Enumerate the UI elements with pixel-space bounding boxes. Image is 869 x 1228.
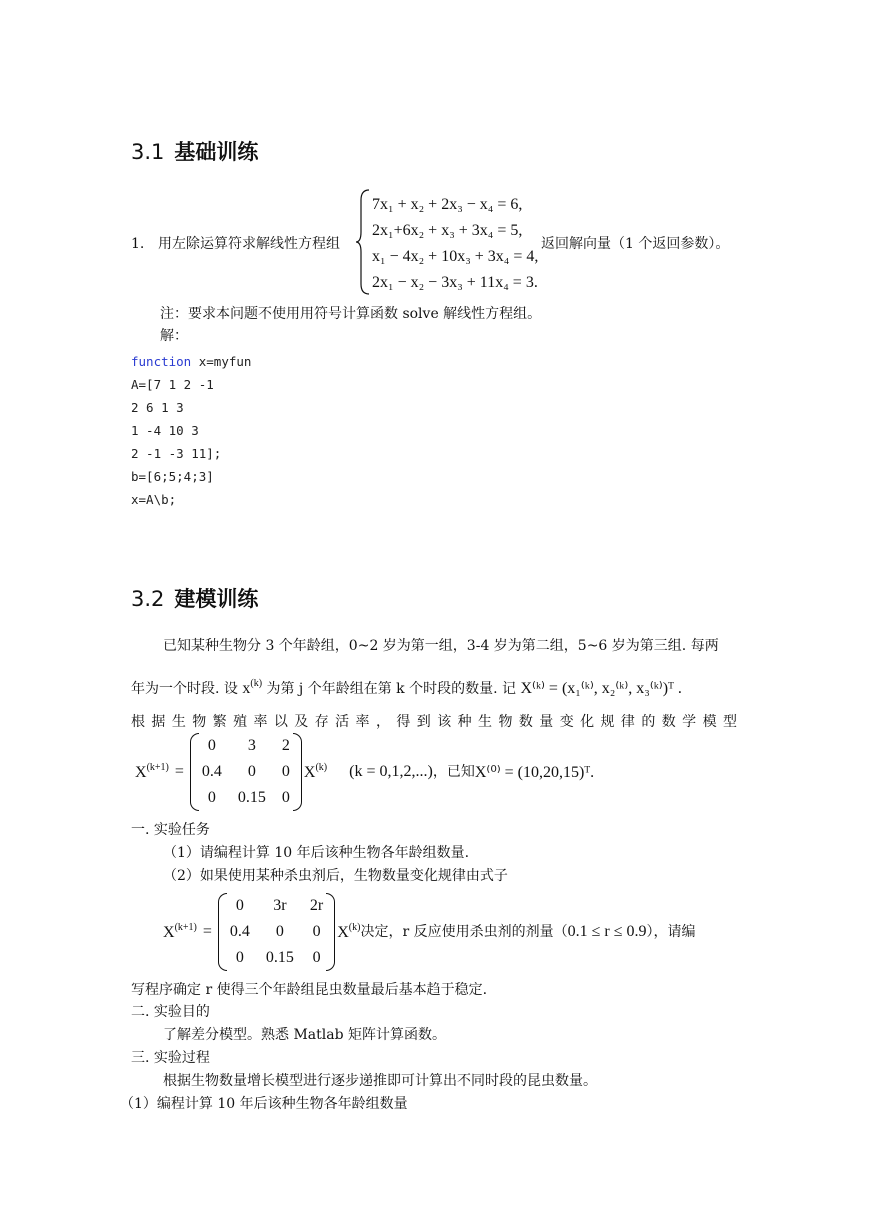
intro-line-1: 已知某种生物分 3 个年龄组，0~2 岁为第一组，3-4 岁为第二组，5~6 岁为第三组. 每两 bbox=[163, 638, 719, 654]
process-step-1: （1）编程计算 10 年后该种生物各年龄组数量 bbox=[120, 1096, 408, 1112]
model-matrix: 0 3 2 0.4 0 0 0 0.15 0 bbox=[194, 733, 298, 811]
equation-system bbox=[372, 192, 538, 296]
problem-note: 注：要求本问题不使用用符号计算函数 solve 解线性方程组。 bbox=[160, 306, 542, 322]
state-vector-definition: X⁽ᵏ⁾ = (x₁⁽ᵏ⁾, x₂⁽ᵏ⁾, x₃⁽ᵏ⁾)ᵀ . bbox=[520, 680, 682, 697]
code-keyword: function bbox=[131, 354, 192, 369]
problem-lead-text: 用左除运算符求解线性方程组 bbox=[158, 236, 340, 252]
lhs-x: $X^{(k+1)}$ bbox=[135, 762, 169, 781]
dose-range: 0.1 ≤ r ≤ 0.9 bbox=[567, 923, 647, 940]
process-heading: 三. 实验过程 bbox=[131, 1050, 210, 1066]
section-heading-3-2 bbox=[131, 583, 258, 613]
process-text: 根据生物数量增长模型进行逐步递推即可计算出不同时段的昆虫数量。 bbox=[163, 1073, 597, 1089]
pesticide-equation: $X^{(k+1)}$ = 0 3r 2r 0.4 0 0 0 0.15 0 $X^{(k)}$ 决定，r 反应使用杀虫剂的剂量（ 0.1 ≤ r ≤ 0.9 ），请编 bbox=[163, 893, 696, 971]
initial-condition: X⁽⁰⁾ = (10,20,15)ᵀ. bbox=[474, 764, 595, 781]
code-line: A=[7 1 2 -1 bbox=[131, 377, 214, 392]
equation-line: 7x₁ + x₂ + 2x₃ − x₄ = 6, bbox=[372, 196, 523, 213]
k-condition: (k = 0,1,2,...) bbox=[349, 763, 433, 780]
rhs-x: $X^{(k)}$ bbox=[303, 762, 328, 781]
section-number: 3.1 bbox=[131, 140, 165, 164]
purpose-heading: 二. 实验目的 bbox=[131, 1004, 210, 1020]
solution-label: 解： bbox=[160, 328, 188, 344]
code-block bbox=[131, 350, 251, 511]
tasks-heading: 一. 实验任务 bbox=[131, 822, 210, 838]
purpose-text: 了解差分模型。熟悉 Matlab 矩阵计算函数。 bbox=[163, 1027, 446, 1043]
equation-line: 2x₁+6x₂ + x₃ + 3x₄ = 5, bbox=[372, 222, 523, 239]
section-number: 3.2 bbox=[131, 587, 165, 611]
code-line: x=A\b; bbox=[131, 492, 177, 507]
code-line: 2 -1 -3 11]; bbox=[131, 446, 222, 461]
task-1: （1）请编程计算 10 年后该种生物各年龄组数量. bbox=[163, 845, 470, 861]
pesticide-matrix: 0 3r 2r 0.4 0 0 0 0.15 0 bbox=[222, 893, 331, 971]
section-heading-3-1 bbox=[131, 136, 258, 166]
intro-line-3: 根据生物繁殖率以及存活率，得到该种生物数量变化规律的数学模型 bbox=[131, 714, 737, 730]
section-title: 基础训练 bbox=[174, 140, 259, 164]
task-2: （2）如果使用某种杀虫剂后，生物数量变化规律由式子 bbox=[163, 868, 508, 884]
problem-tail-text: 返回解向量（1 个返回参数）。 bbox=[541, 236, 730, 252]
problem-index: 1. bbox=[131, 236, 145, 252]
task-2-cont: 写程序确定 r 使得三个年龄组昆虫数量最后基本趋于稳定. bbox=[131, 982, 488, 998]
code-line: function x=myfun bbox=[131, 354, 252, 369]
variable-xjk: $x^{(k)}$ bbox=[242, 678, 263, 697]
equation-line: x₁ − 4x₂ + 10x₃ + 3x₄ = 4, bbox=[372, 248, 539, 265]
lhs-x: $X^{(k+1)}$ bbox=[163, 922, 197, 941]
equation-line: 2x₁ − x₂ − 3x₃ + 11x₄ = 3. bbox=[372, 274, 538, 291]
section-title: 建模训练 bbox=[174, 587, 259, 611]
rhs-x: $X^{(k)}$ bbox=[337, 922, 361, 941]
code-line: 2 6 1 3 bbox=[131, 400, 184, 415]
equation-brace bbox=[355, 188, 371, 296]
code-line: b=[6;5;4;3] bbox=[131, 469, 214, 484]
model-equation: $X^{(k+1)}$ = 0 3 2 0.4 0 0 0 0.15 0 $X^{(k)}$ (k = 0,1,2,...) ，已知 X⁽⁰⁾ = (10,20,15)ᵀ. bbox=[135, 733, 594, 811]
code-line: 1 -4 10 3 bbox=[131, 423, 199, 438]
intro-line-2: 年为一个时段. 设 $x^{(k)}$ 为第 j 个年龄组在第 k 个时段的数量. 记 X⁽ᵏ⁾ = (x₁⁽ᵏ⁾, x₂⁽ᵏ⁾, x₃⁽ᵏ⁾)ᵀ . bbox=[131, 678, 682, 697]
